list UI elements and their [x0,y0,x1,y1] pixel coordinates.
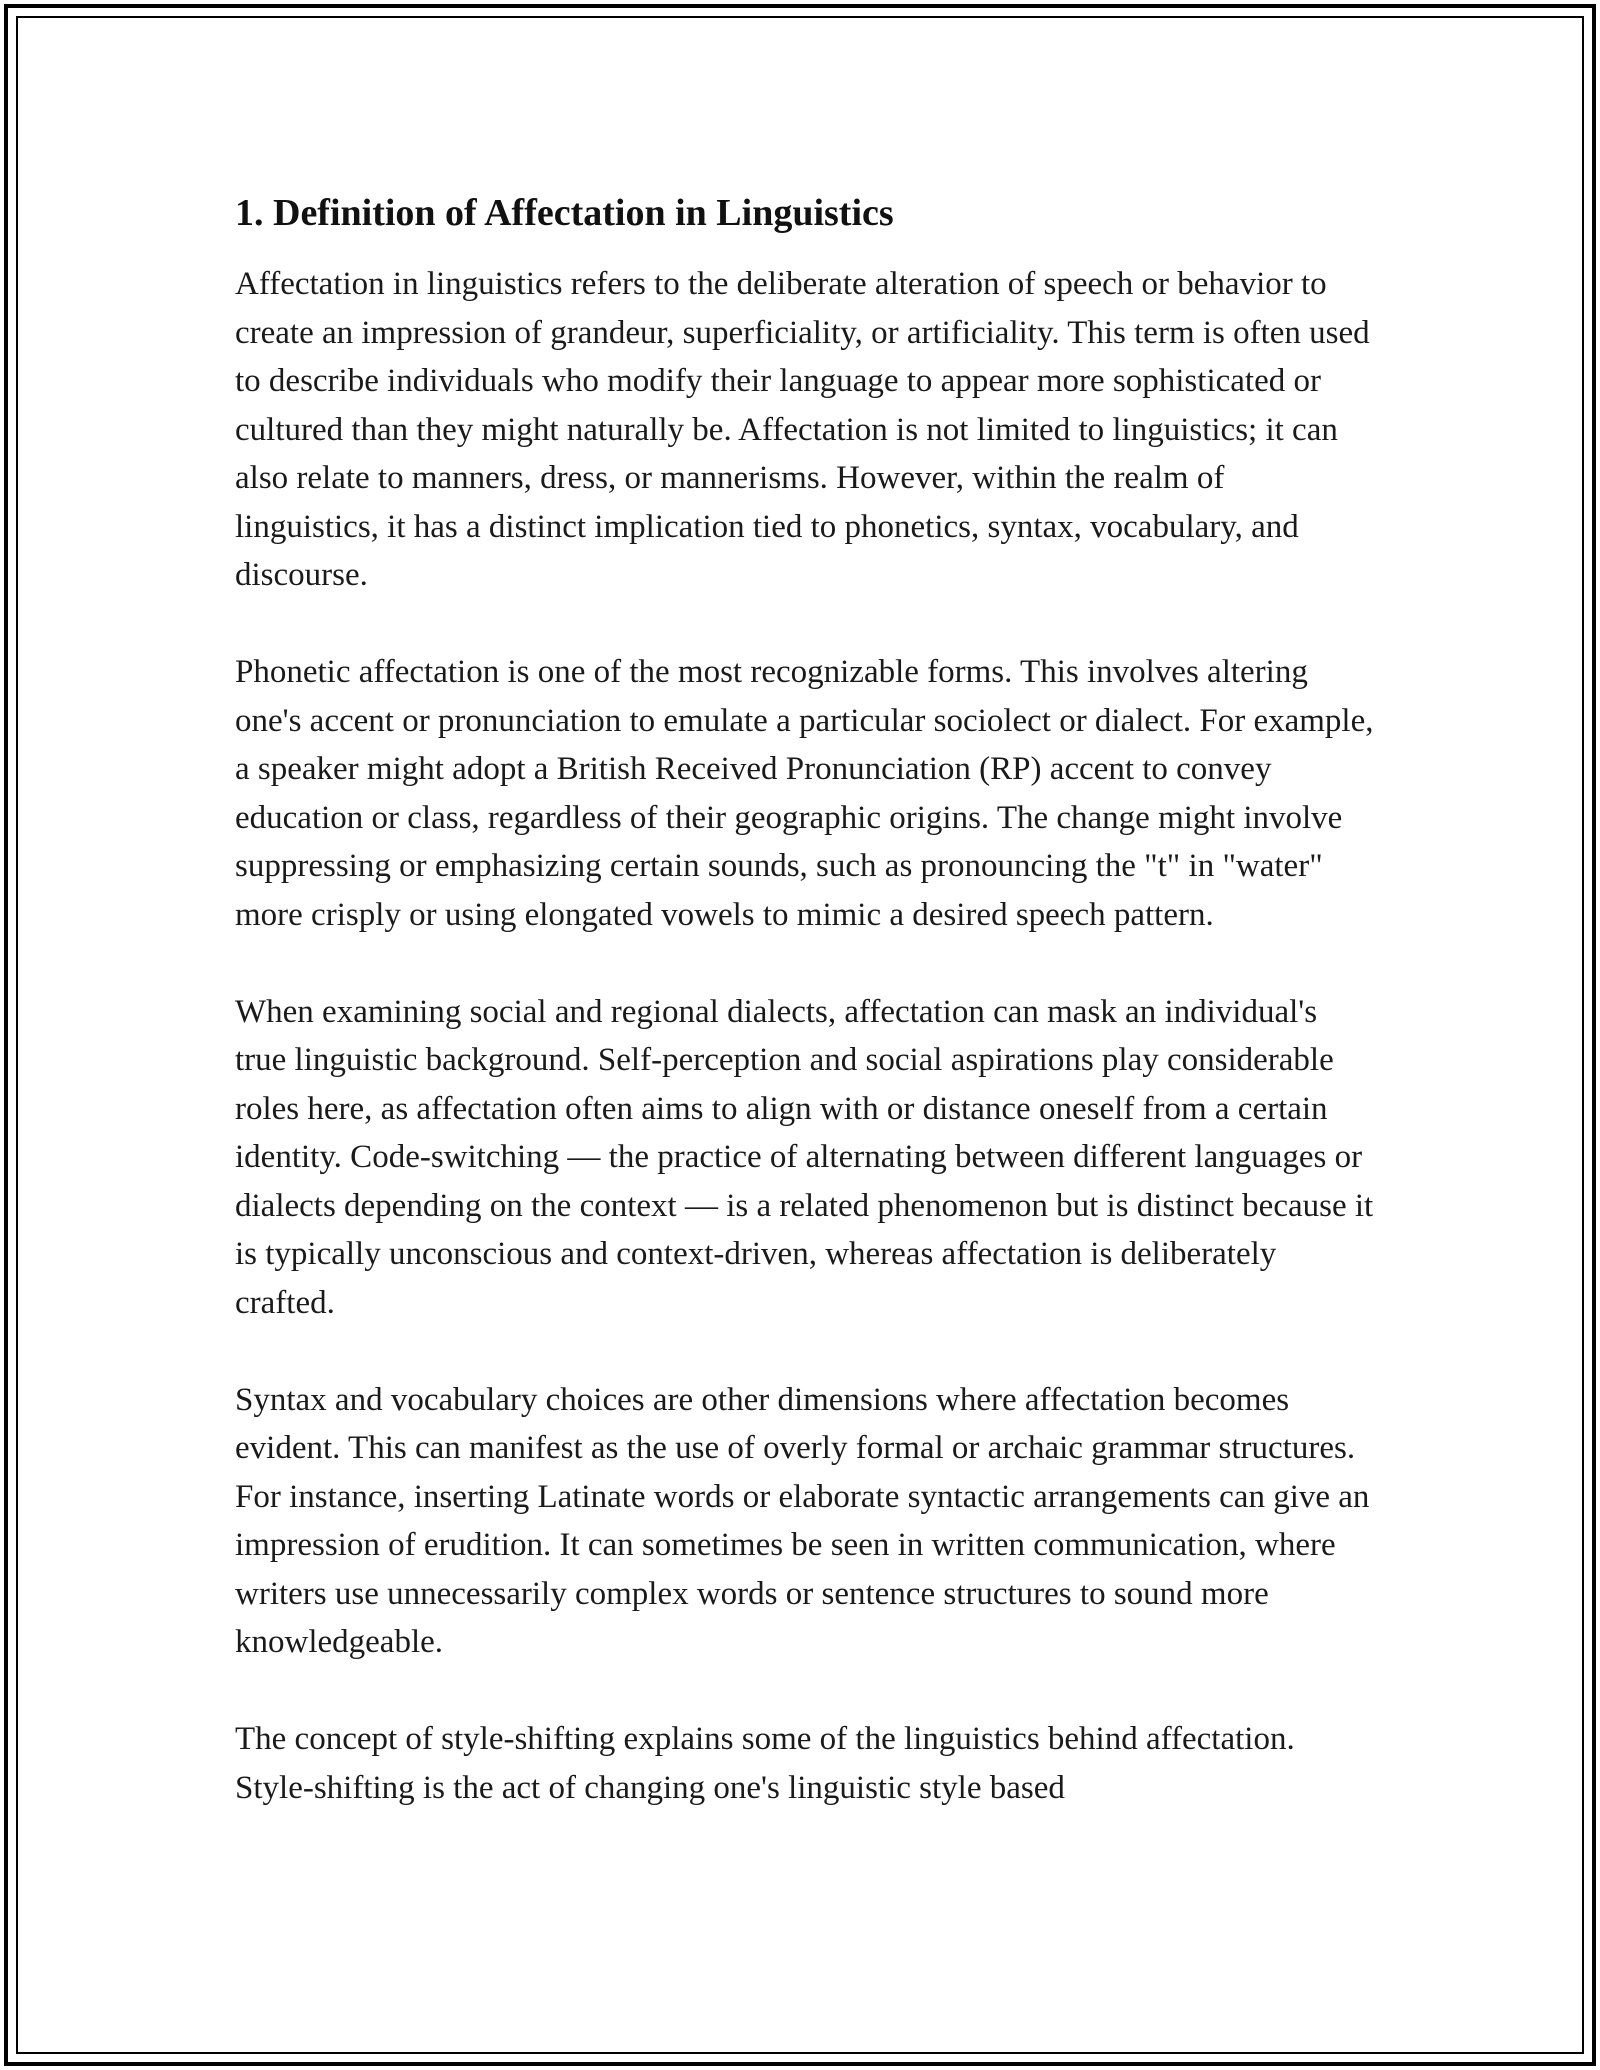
section-heading: 1. Definition of Affectation in Linguistics [235,192,894,234]
paragraph-5: The concept of style-shifting explains some of the linguistics behind affectation. Style-shifting is the act of changing one's linguistic style based [235,1721,1295,1806]
paragraph-2: Phonetic affectation is one of the most recognizable forms. This involves altering one's accent or pronunciation to emulate a particular sociolect or dialect. For example, a speaker might adopt a British Received Pronunciation (RP) accent to convey education or class, regardless of their geographic origins. The change might involve suppressing or emphasizing certain sounds, such as pronouncing the "t" in "water" more crisply or using elongated vowels to mimic a desired speech pattern. [235,654,1374,933]
paragraph-4: Syntax and vocabulary choices are other dimensions where affectation becomes evident. This can manifest as the use of overly formal or archaic grammar structures. For instance, inserting Latinate words or elaborate syntactic arrangements can give an impression of erudition. It can sometimes be seen in written communication, where writers use unnecessarily complex words or sentence structures to sound more knowledgeable. [235,1381,1370,1660]
document-body [235,188,1375,1861]
paragraph-1: Affectation in linguistics refers to the deliberate alteration of speech or behavior to create an impression of grandeur, superficiality, or artificiality. This term is often used to describe individuals who modify their language to appear more sophisticated or cultured than they might naturally be. Affectation is not limited to linguistics; it can also relate to manners, dress, or mannerisms. However, within the realm of linguistics, it has a distinct implication tied to phonetics, syntax, vocabulary, and discourse. [235,266,1370,593]
paragraph-3: When examining social and regional dialects, affectation can mask an individual's true linguistic background. Self-perception and social aspirations play considerable roles here, as affectation often aims to align with or distance oneself from a certain identity. Code-switching — the practice of alternating between different languages or dialects depending on the context — is a related phenomenon but is distinct because it is typically unconscious and context-driven, whereas affectation is deliberately crafted. [235,993,1374,1321]
